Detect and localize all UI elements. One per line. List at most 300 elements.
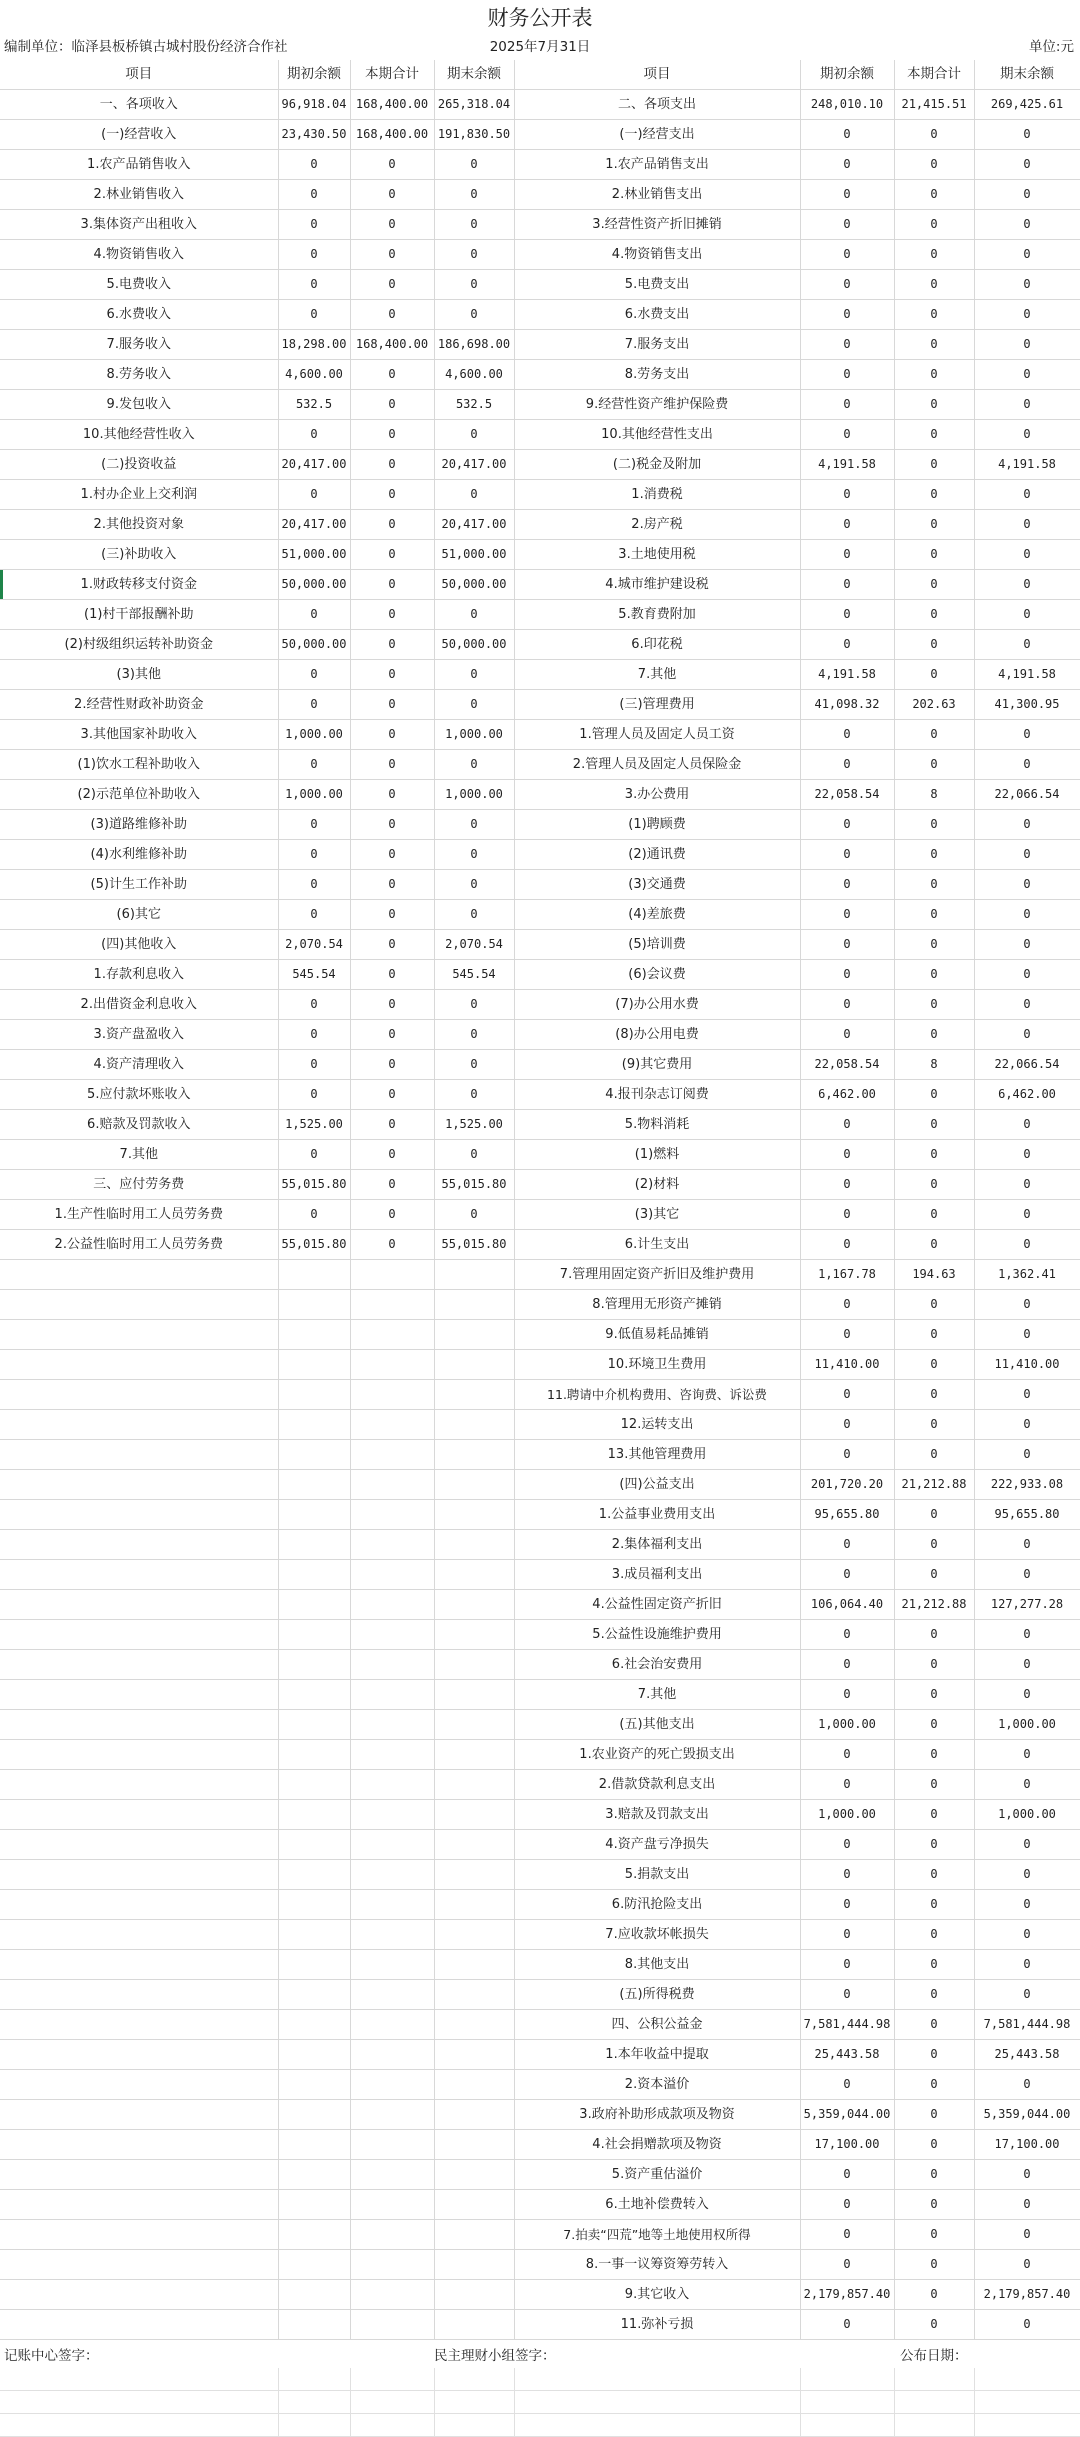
expense-opening-balance-cell: 4,191.58 <box>800 450 894 480</box>
expense-opening-balance-cell: 0 <box>800 1380 894 1410</box>
income-item-cell: 4.资产清理收入 <box>0 1050 278 1080</box>
empty-cell <box>278 2010 350 2040</box>
expense-opening-balance-cell: 1,167.78 <box>800 1260 894 1290</box>
income-closing-balance-cell: 186,698.00 <box>434 330 514 360</box>
income-closing-balance-cell: 191,830.50 <box>434 120 514 150</box>
income-item-cell: (三)补助收入 <box>0 540 278 570</box>
table-row <box>0 570 1080 600</box>
expense-closing-balance-cell: 0 <box>974 2310 1080 2340</box>
blank-cell <box>0 2391 278 2414</box>
column-header: 期初余额 <box>800 60 894 90</box>
income-opening-balance-cell: 96,918.04 <box>278 90 350 120</box>
income-opening-balance-cell: 0 <box>278 1050 350 1080</box>
blank-cell <box>514 2391 800 2414</box>
empty-cell <box>0 1830 278 1860</box>
income-period-total-cell: 0 <box>350 600 434 630</box>
expense-item-cell: 四、公积公益金 <box>514 2010 800 2040</box>
empty-cell <box>434 2220 514 2250</box>
expense-item-cell: 8.一事一议筹资筹劳转入 <box>514 2250 800 2280</box>
empty-cell <box>350 1590 434 1620</box>
expense-opening-balance-cell: 0 <box>800 1830 894 1860</box>
expense-item-cell: 10.其他经营性支出 <box>514 420 800 450</box>
blank-row <box>0 2391 1080 2414</box>
blank-cell <box>514 2368 800 2391</box>
table-row <box>0 990 1080 1020</box>
empty-cell <box>278 1560 350 1590</box>
expense-opening-balance-cell: 0 <box>800 390 894 420</box>
expense-period-total-cell: 0 <box>894 1950 974 1980</box>
income-period-total-cell: 0 <box>350 1110 434 1140</box>
empty-cell <box>278 1440 350 1470</box>
empty-cell <box>434 1260 514 1290</box>
empty-cell <box>278 1710 350 1740</box>
expense-closing-balance-cell: 1,000.00 <box>974 1800 1080 1830</box>
income-closing-balance-cell: 51,000.00 <box>434 540 514 570</box>
empty-cell <box>350 1680 434 1710</box>
empty-cell <box>278 2190 350 2220</box>
expense-item-cell: 4.物资销售支出 <box>514 240 800 270</box>
table-row <box>0 330 1080 360</box>
expense-closing-balance-cell: 0 <box>974 840 1080 870</box>
income-item-cell: 2.林业销售收入 <box>0 180 278 210</box>
expense-period-total-cell: 0 <box>894 390 974 420</box>
expense-closing-balance-cell: 0 <box>974 960 1080 990</box>
income-closing-balance-cell: 265,318.04 <box>434 90 514 120</box>
expense-item-cell: 4.公益性固定资产折旧 <box>514 1590 800 1620</box>
empty-cell <box>278 1530 350 1560</box>
expense-closing-balance-cell: 0 <box>974 1980 1080 2010</box>
expense-opening-balance-cell: 0 <box>800 1920 894 1950</box>
expense-opening-balance-cell: 0 <box>800 900 894 930</box>
table-row <box>0 600 1080 630</box>
income-opening-balance-cell: 532.5 <box>278 390 350 420</box>
table-row <box>0 2160 1080 2190</box>
expense-opening-balance-cell: 0 <box>800 210 894 240</box>
empty-cell <box>350 1650 434 1680</box>
blank-cell <box>894 2414 974 2437</box>
expense-opening-balance-cell: 0 <box>800 2310 894 2340</box>
expense-closing-balance-cell: 5,359,044.00 <box>974 2100 1080 2130</box>
income-item-cell: 6.水费收入 <box>0 300 278 330</box>
expense-item-cell: 8.劳务支出 <box>514 360 800 390</box>
expense-item-cell: 4.资产盘亏净损失 <box>514 1830 800 1860</box>
income-period-total-cell: 0 <box>350 870 434 900</box>
expense-closing-balance-cell: 0 <box>974 1020 1080 1050</box>
income-closing-balance-cell: 1,000.00 <box>434 780 514 810</box>
empty-cell <box>350 1410 434 1440</box>
expense-closing-balance-cell: 0 <box>974 600 1080 630</box>
expense-item-cell: 11.弥补亏损 <box>514 2310 800 2340</box>
expense-closing-balance-cell: 0 <box>974 510 1080 540</box>
expense-closing-balance-cell: 0 <box>974 810 1080 840</box>
income-period-total-cell: 0 <box>350 630 434 660</box>
expense-closing-balance-cell: 0 <box>974 540 1080 570</box>
table-row <box>0 1530 1080 1560</box>
expense-closing-balance-cell: 7,581,444.98 <box>974 2010 1080 2040</box>
table-row <box>0 900 1080 930</box>
expense-opening-balance-cell: 0 <box>800 990 894 1020</box>
expense-period-total-cell: 0 <box>894 1500 974 1530</box>
empty-cell <box>434 2190 514 2220</box>
empty-cell <box>350 2040 434 2070</box>
empty-cell <box>0 1290 278 1320</box>
income-closing-balance-cell: 55,015.80 <box>434 1230 514 1260</box>
expense-period-total-cell: 0 <box>894 1770 974 1800</box>
expense-opening-balance-cell: 7,581,444.98 <box>800 2010 894 2040</box>
expense-item-cell: 1.农产品销售支出 <box>514 150 800 180</box>
income-period-total-cell: 0 <box>350 1170 434 1200</box>
empty-cell <box>278 1470 350 1500</box>
empty-cell <box>350 1830 434 1860</box>
empty-cell <box>278 1650 350 1680</box>
income-item-cell: 一、各项收入 <box>0 90 278 120</box>
blank-cell <box>0 2414 278 2437</box>
blank-cell <box>800 2368 894 2391</box>
income-item-cell: (3)道路维修补助 <box>0 810 278 840</box>
empty-cell <box>0 1380 278 1410</box>
income-opening-balance-cell: 0 <box>278 810 350 840</box>
empty-cell <box>0 1530 278 1560</box>
empty-cell <box>278 2220 350 2250</box>
income-opening-balance-cell: 0 <box>278 990 350 1020</box>
expense-opening-balance-cell: 22,058.54 <box>800 780 894 810</box>
table-row <box>0 780 1080 810</box>
expense-item-cell: 2.管理人员及固定人员保险金 <box>514 750 800 780</box>
income-opening-balance-cell: 0 <box>278 210 350 240</box>
expense-item-cell: 4.城市维护建设税 <box>514 570 800 600</box>
expense-period-total-cell: 0 <box>894 120 974 150</box>
income-period-total-cell: 0 <box>350 480 434 510</box>
expense-period-total-cell: 0 <box>894 2100 974 2130</box>
income-closing-balance-cell: 50,000.00 <box>434 630 514 660</box>
expense-closing-balance-cell: 0 <box>974 360 1080 390</box>
expense-opening-balance-cell: 106,064.40 <box>800 1590 894 1620</box>
expense-opening-balance-cell: 0 <box>800 930 894 960</box>
table-row <box>0 1110 1080 1140</box>
expense-opening-balance-cell: 0 <box>800 750 894 780</box>
expense-period-total-cell: 0 <box>894 2010 974 2040</box>
table-row <box>0 1140 1080 1170</box>
income-period-total-cell: 0 <box>350 1140 434 1170</box>
income-period-total-cell: 0 <box>350 660 434 690</box>
expense-item-cell: 7.管理用固定资产折旧及维护费用 <box>514 1260 800 1290</box>
empty-cell <box>278 1410 350 1440</box>
expense-period-total-cell: 0 <box>894 930 974 960</box>
expense-item-cell: 1.消费税 <box>514 480 800 510</box>
income-opening-balance-cell: 0 <box>278 690 350 720</box>
expense-closing-balance-cell: 0 <box>974 1380 1080 1410</box>
expense-closing-balance-cell: 0 <box>974 870 1080 900</box>
income-item-cell: 1.农产品销售收入 <box>0 150 278 180</box>
income-period-total-cell: 168,400.00 <box>350 90 434 120</box>
expense-item-cell: 3.政府补助形成款项及物资 <box>514 2100 800 2130</box>
table-row <box>0 1380 1080 1410</box>
expense-item-cell: 9.其它收入 <box>514 2280 800 2310</box>
expense-closing-balance-cell: 269,425.61 <box>974 90 1080 120</box>
income-closing-balance-cell: 0 <box>434 1200 514 1230</box>
income-item-cell: (二)投资收益 <box>0 450 278 480</box>
empty-cell <box>278 1500 350 1530</box>
expense-closing-balance-cell: 95,655.80 <box>974 1500 1080 1530</box>
expense-item-cell: 10.环境卫生费用 <box>514 1350 800 1380</box>
expense-closing-balance-cell: 0 <box>974 1230 1080 1260</box>
income-closing-balance-cell: 0 <box>434 1080 514 1110</box>
table-row <box>0 1980 1080 2010</box>
expense-item-cell: 7.服务支出 <box>514 330 800 360</box>
expense-closing-balance-cell: 0 <box>974 2220 1080 2250</box>
income-item-cell: 2.经营性财政补助资金 <box>0 690 278 720</box>
expense-closing-balance-cell: 0 <box>974 1770 1080 1800</box>
income-closing-balance-cell: 55,015.80 <box>434 1170 514 1200</box>
income-opening-balance-cell: 20,417.00 <box>278 450 350 480</box>
income-opening-balance-cell: 55,015.80 <box>278 1170 350 1200</box>
income-opening-balance-cell: 0 <box>278 480 350 510</box>
income-closing-balance-cell: 0 <box>434 900 514 930</box>
expense-opening-balance-cell: 0 <box>800 1860 894 1890</box>
empty-cell <box>434 1380 514 1410</box>
expense-closing-balance-cell: 0 <box>974 1830 1080 1860</box>
empty-cell <box>434 2010 514 2040</box>
expense-period-total-cell: 0 <box>894 1560 974 1590</box>
income-period-total-cell: 0 <box>350 1050 434 1080</box>
expense-item-cell: 3.赔款及罚款支出 <box>514 1800 800 1830</box>
income-period-total-cell: 0 <box>350 690 434 720</box>
income-closing-balance-cell: 0 <box>434 180 514 210</box>
column-header: 本期合计 <box>894 60 974 90</box>
blank-cell <box>434 2368 514 2391</box>
table-row <box>0 1950 1080 1980</box>
empty-cell <box>434 1320 514 1350</box>
income-closing-balance-cell: 0 <box>434 240 514 270</box>
table-row <box>0 1830 1080 1860</box>
expense-period-total-cell: 0 <box>894 870 974 900</box>
empty-cell <box>434 1650 514 1680</box>
table-row <box>0 1500 1080 1530</box>
empty-cell <box>0 1920 278 1950</box>
empty-cell <box>0 2160 278 2190</box>
table-row <box>0 2310 1080 2340</box>
empty-cell <box>0 1470 278 1500</box>
income-period-total-cell: 0 <box>350 810 434 840</box>
expense-opening-balance-cell: 201,720.20 <box>800 1470 894 1500</box>
expense-opening-balance-cell: 0 <box>800 2190 894 2220</box>
expense-closing-balance-cell: 0 <box>974 300 1080 330</box>
column-header: 项目 <box>0 60 278 90</box>
empty-cell <box>434 1830 514 1860</box>
expense-opening-balance-cell: 0 <box>800 510 894 540</box>
expense-item-cell: 9.低值易耗品摊销 <box>514 1320 800 1350</box>
empty-cell <box>0 1860 278 1890</box>
table-row <box>0 510 1080 540</box>
expense-period-total-cell: 0 <box>894 2130 974 2160</box>
expense-opening-balance-cell: 0 <box>800 120 894 150</box>
expense-item-cell: 5.物料消耗 <box>514 1110 800 1140</box>
empty-cell <box>434 1920 514 1950</box>
income-opening-balance-cell: 545.54 <box>278 960 350 990</box>
empty-cell <box>434 1560 514 1590</box>
expense-item-cell: 2.房产税 <box>514 510 800 540</box>
expense-period-total-cell: 0 <box>894 1890 974 1920</box>
expense-item-cell: 5.公益性设施维护费用 <box>514 1620 800 1650</box>
empty-cell <box>278 1890 350 1920</box>
empty-cell <box>350 2100 434 2130</box>
empty-cell <box>350 1440 434 1470</box>
empty-cell <box>0 1560 278 1590</box>
blank-cell <box>350 2414 434 2437</box>
empty-cell <box>350 1320 434 1350</box>
table-row <box>0 90 1080 120</box>
empty-cell <box>350 2010 434 2040</box>
income-opening-balance-cell: 0 <box>278 900 350 930</box>
expense-closing-balance-cell: 25,443.58 <box>974 2040 1080 2070</box>
income-opening-balance-cell: 50,000.00 <box>278 630 350 660</box>
table-row <box>0 270 1080 300</box>
income-period-total-cell: 0 <box>350 510 434 540</box>
expense-opening-balance-cell: 0 <box>800 420 894 450</box>
expense-period-total-cell: 0 <box>894 1980 974 2010</box>
income-period-total-cell: 0 <box>350 900 434 930</box>
income-opening-balance-cell: 0 <box>278 660 350 690</box>
expense-item-cell: 4.社会捐赠款项及物资 <box>514 2130 800 2160</box>
expense-period-total-cell: 0 <box>894 1110 974 1140</box>
empty-cell <box>0 2250 278 2280</box>
empty-cell <box>278 2160 350 2190</box>
income-item-cell: (2)村级组织运转补助资金 <box>0 630 278 660</box>
expense-opening-balance-cell: 4,191.58 <box>800 660 894 690</box>
expense-closing-balance-cell: 0 <box>974 1410 1080 1440</box>
expense-period-total-cell: 0 <box>894 1170 974 1200</box>
expense-period-total-cell: 0 <box>894 210 974 240</box>
income-item-cell: 10.其他经营性收入 <box>0 420 278 450</box>
income-closing-balance-cell: 20,417.00 <box>434 510 514 540</box>
income-item-cell: 5.应付款坏账收入 <box>0 1080 278 1110</box>
expense-opening-balance-cell: 0 <box>800 270 894 300</box>
expense-opening-balance-cell: 0 <box>800 600 894 630</box>
income-opening-balance-cell: 0 <box>278 180 350 210</box>
table-row <box>0 2130 1080 2160</box>
blank-cell <box>0 2368 278 2391</box>
expense-item-cell: 8.管理用无形资产摊销 <box>514 1290 800 1320</box>
income-item-cell: 2.出借资金利息收入 <box>0 990 278 1020</box>
income-period-total-cell: 0 <box>350 210 434 240</box>
income-closing-balance-cell: 0 <box>434 210 514 240</box>
expense-closing-balance-cell: 0 <box>974 2160 1080 2190</box>
income-closing-balance-cell: 4,600.00 <box>434 360 514 390</box>
table-row <box>0 630 1080 660</box>
expense-period-total-cell: 0 <box>894 450 974 480</box>
empty-cell <box>350 1260 434 1290</box>
table-row <box>0 480 1080 510</box>
empty-cell <box>434 1620 514 1650</box>
finance-committee-signature: 民主理财小组签字： <box>434 2348 556 2364</box>
expense-period-total-cell: 21,415.51 <box>894 90 974 120</box>
expense-item-cell: 11.聘请中介机构费用、咨询费、诉讼费 <box>514 1380 800 1410</box>
expense-opening-balance-cell: 0 <box>800 1530 894 1560</box>
table-row <box>0 360 1080 390</box>
expense-opening-balance-cell: 17,100.00 <box>800 2130 894 2160</box>
expense-opening-balance-cell: 0 <box>800 1290 894 1320</box>
empty-cell <box>350 1710 434 1740</box>
income-closing-balance-cell: 1,525.00 <box>434 1110 514 1140</box>
empty-cell <box>434 1950 514 1980</box>
empty-cell <box>278 1620 350 1650</box>
expense-opening-balance-cell: 0 <box>800 1200 894 1230</box>
expense-opening-balance-cell: 11,410.00 <box>800 1350 894 1380</box>
expense-closing-balance-cell: 0 <box>974 1860 1080 1890</box>
income-opening-balance-cell: 0 <box>278 300 350 330</box>
expense-opening-balance-cell: 2,179,857.40 <box>800 2280 894 2310</box>
expense-opening-balance-cell: 0 <box>800 1170 894 1200</box>
column-header: 项目 <box>514 60 800 90</box>
expense-item-cell: (3)交通费 <box>514 870 800 900</box>
blank-cell <box>434 2414 514 2437</box>
table-row <box>0 1320 1080 1350</box>
income-item-cell: 3.其他国家补助收入 <box>0 720 278 750</box>
expense-period-total-cell: 0 <box>894 270 974 300</box>
table-row <box>0 1350 1080 1380</box>
expense-period-total-cell: 202.63 <box>894 690 974 720</box>
empty-cell <box>350 1350 434 1380</box>
empty-cell <box>278 1290 350 1320</box>
expense-closing-balance-cell: 0 <box>974 2190 1080 2220</box>
expense-closing-balance-cell: 222,933.08 <box>974 1470 1080 1500</box>
accounting-center-signature: 记账中心签字： <box>4 2348 99 2364</box>
empty-cell <box>0 1440 278 1470</box>
income-period-total-cell: 0 <box>350 420 434 450</box>
empty-cell <box>278 1860 350 1890</box>
expense-closing-balance-cell: 2,179,857.40 <box>974 2280 1080 2310</box>
expense-item-cell: 6.计生支出 <box>514 1230 800 1260</box>
blank-cell <box>974 2391 1080 2414</box>
table-row <box>0 1470 1080 1500</box>
expense-closing-balance-cell: 1,000.00 <box>974 1710 1080 1740</box>
income-item-cell: 1.财政转移支付资金 <box>0 570 278 600</box>
income-opening-balance-cell: 1,000.00 <box>278 780 350 810</box>
expense-item-cell: 7.其他 <box>514 1680 800 1710</box>
empty-cell <box>434 1410 514 1440</box>
expense-closing-balance-cell: 0 <box>974 1920 1080 1950</box>
expense-closing-balance-cell: 0 <box>974 1440 1080 1470</box>
income-opening-balance-cell: 55,015.80 <box>278 1230 350 1260</box>
expense-period-total-cell: 0 <box>894 720 974 750</box>
empty-cell <box>278 1380 350 1410</box>
expense-closing-balance-cell: 0 <box>974 2250 1080 2280</box>
expense-closing-balance-cell: 0 <box>974 390 1080 420</box>
expense-opening-balance-cell: 0 <box>800 1020 894 1050</box>
currency-unit: 单位:元 <box>1028 39 1074 55</box>
empty-cell <box>350 1920 434 1950</box>
expense-item-cell: (一)经营支出 <box>514 120 800 150</box>
publish-date-label: 公布日期： <box>900 2348 968 2364</box>
income-item-cell: (一)经营收入 <box>0 120 278 150</box>
empty-cell <box>0 1590 278 1620</box>
table-row <box>0 1620 1080 1650</box>
expense-period-total-cell: 0 <box>894 1530 974 1560</box>
expense-opening-balance-cell: 0 <box>800 1410 894 1440</box>
income-opening-balance-cell: 0 <box>278 1020 350 1050</box>
expense-period-total-cell: 0 <box>894 540 974 570</box>
expense-item-cell: (7)办公用水费 <box>514 990 800 1020</box>
expense-period-total-cell: 0 <box>894 420 974 450</box>
income-period-total-cell: 0 <box>350 1230 434 1260</box>
income-period-total-cell: 168,400.00 <box>350 330 434 360</box>
empty-cell <box>434 1680 514 1710</box>
expense-period-total-cell: 8 <box>894 1050 974 1080</box>
empty-cell <box>278 2100 350 2130</box>
table-row <box>0 1860 1080 1890</box>
expense-item-cell: (1)燃料 <box>514 1140 800 1170</box>
expense-closing-balance-cell: 1,362.41 <box>974 1260 1080 1290</box>
